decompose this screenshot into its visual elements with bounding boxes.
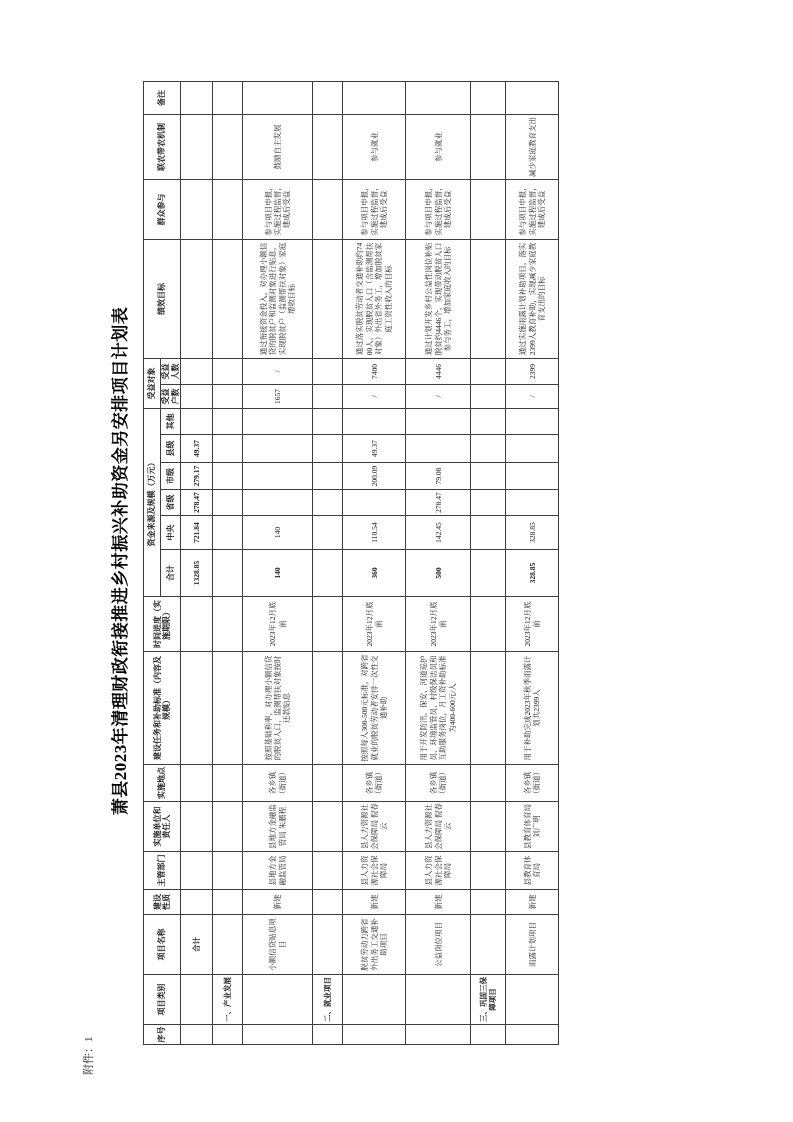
table-body [181,81,559,1044]
cell-1-people [213,358,243,384]
cell-6-num [471,1025,506,1045]
cell-4-linkage: 参与就业 [343,114,406,179]
cell-6-category: 三、巩固三保障项目 [471,975,506,1025]
cell-5-city: 79.08 [406,463,471,490]
cell-7-total: 328.85 [506,550,559,597]
header-province: 省级 [161,490,181,516]
cell-6-households [471,384,506,408]
cell-2-city [243,463,313,490]
cell-0-task [181,652,213,765]
cell-1-schedule [213,597,243,652]
cell-1-dept [213,852,243,890]
cell-1-remark [213,81,243,114]
cell-3-remark [313,81,343,114]
cell-2-performance: 通过衔接资金投入，对办理小额信贷的脱贫户和监测对象进行贴息，实现脱贫户（监测帮扶对象）家庭增收目标 [243,239,313,358]
cell-6-other [471,408,506,434]
header-city: 市级 [161,463,181,490]
cell-4-category [343,975,406,1025]
header-schedule: 时间进度（实施期限） [144,597,181,652]
header-total: 合计 [161,550,181,597]
table-row [181,81,213,1044]
cell-0-schedule [181,597,213,652]
cell-6-linkage [471,114,506,179]
cell-4-participation: 参与项目申报，实施过程监督，建成后受益 [343,179,406,239]
cell-4-city: 200.09 [343,463,406,490]
cell-3-total [313,550,343,597]
cell-1-participation [213,179,243,239]
cell-2-num [243,1025,313,1045]
cell-5-total: 500 [406,550,471,597]
cell-2-unit: 县地方金融监管局 朱鹏程 [243,802,313,852]
cell-0-num [181,1025,213,1045]
cell-4-name: 脱贫劳动力跨省外出务工交通补助项目 [343,915,406,975]
cell-7-location: 各乡镇（街道） [506,765,559,802]
cell-3-schedule [313,597,343,652]
cell-1-name [213,915,243,975]
cell-7-city [506,463,559,490]
cell-5-province: 278.47 [406,490,471,516]
cell-6-location [471,765,506,802]
cell-2-households: 1657 [243,384,313,408]
cell-0-unit [181,802,213,852]
cell-0-central: 721.84 [181,516,213,550]
header-location: 实施地点 [144,765,181,802]
header-dept: 主管部门 [144,852,181,890]
main-table [143,81,559,1045]
cell-4-other [343,408,406,434]
cell-6-schedule [471,597,506,652]
cell-6-county [471,435,506,463]
cell-1-other [213,408,243,434]
cell-0-remark [181,81,213,114]
table-row [471,81,506,1044]
cell-4-province [343,490,406,516]
cell-7-task: 用于补助完成2023年秋季雨露计划共2399人 [506,652,559,765]
cell-6-city [471,463,506,490]
cell-7-name: 雨露计划项目 [506,915,559,975]
cell-1-task [213,652,243,765]
cell-4-task: 按照每人300-500元标准，对跨省就业的脱贫劳动者安排一次性交通补助 [343,652,406,765]
cell-3-task [313,652,343,765]
cell-6-participation [471,179,506,239]
cell-6-people [471,358,506,384]
cell-4-county: 49.37 [343,435,406,463]
cell-6-dept [471,852,506,890]
cell-6-name [471,915,506,975]
cell-2-dept: 县地方金融监管局 [243,852,313,890]
cell-1-county [213,435,243,463]
cell-2-other [243,408,313,434]
cell-5-category [406,975,471,1025]
cell-2-people: / [243,358,313,384]
table-row [506,81,559,1044]
cell-4-people: 7400 [343,358,406,384]
cell-5-people: 4446 [406,358,471,384]
cell-5-central: 142.45 [406,516,471,550]
cell-5-linkage: 参与就业 [406,114,471,179]
header-linkage: 联农带农机制 [144,114,181,179]
cell-5-schedule: 2023年12月底前 [406,597,471,652]
header-category: 项目类别 [144,975,181,1025]
cell-6-total [471,550,506,597]
cell-1-households [213,384,243,408]
cell-0-category [181,975,213,1025]
cell-2-task: 按照基础利率，对办理小额信贷的脱贫人口、监测帮扶对象按时还款贴息 [243,652,313,765]
cell-1-province [213,490,243,516]
cell-0-people [181,358,213,384]
cell-6-task [471,652,506,765]
cell-6-unit [471,802,506,852]
table-row [343,81,406,1044]
cell-0-province: 278.47 [181,490,213,516]
header-group-funding: 资金来源及规模（万元） [144,408,161,596]
cell-3-county [313,435,343,463]
cell-2-location: 各乡镇（街道） [243,765,313,802]
cell-0-other [181,408,213,434]
cell-1-location [213,765,243,802]
cell-0-performance [181,239,213,358]
cell-7-county [506,435,559,463]
cell-0-households [181,384,213,408]
cell-4-central: 110.54 [343,516,406,550]
cell-2-total: 140 [243,550,313,597]
cell-5-remark [406,81,471,114]
cell-0-location [181,765,213,802]
cell-5-households: / [406,384,471,408]
cell-6-remark [471,81,506,114]
cell-4-num [343,1025,406,1045]
cell-6-central [471,516,506,550]
cell-5-num [406,1025,471,1045]
cell-2-linkage: 鼓励自主发展 [243,114,313,179]
cell-7-schedule: 2023年12月底前 [506,597,559,652]
cell-3-performance [313,239,343,358]
cell-7-other [506,408,559,434]
header-name: 项目名称 [144,915,181,975]
header-task: 建设任务和补助标准（内容及规模） [144,652,181,765]
cell-3-unit [313,802,343,852]
cell-7-nature: 新建 [506,890,559,915]
cell-0-nature [181,890,213,915]
cell-4-unit: 县人力资源社会保障局 倪春云 [343,802,406,852]
cell-4-total: 360 [343,550,406,597]
cell-1-total [213,550,243,597]
cell-6-province [471,490,506,516]
cell-7-people: 2399 [506,358,559,384]
table-row [243,81,313,1044]
cell-5-other [406,408,471,434]
cell-3-people [313,358,343,384]
cell-1-central [213,516,243,550]
cell-7-province [506,490,559,516]
header-remark: 备注 [144,81,181,114]
header-nature: 建设性质 [144,890,181,915]
cell-7-category [506,975,559,1025]
cell-7-dept: 县教育体育局 [506,852,559,890]
cell-4-performance: 通过落实脱贫劳动者交通补助约7400人，实现脱贫人口（含监测帮扶对象）外出省外务工，增加脱贫家庭工资性收入的目标 [343,239,406,358]
cell-5-unit: 县人力资源社会保障局 倪春云 [406,802,471,852]
cell-3-linkage [313,114,343,179]
cell-4-dept: 县人力资源社会保障局 [343,852,406,890]
cell-0-county: 49.37 [181,435,213,463]
cell-7-num [506,1025,559,1045]
header-other: 其他 [161,408,181,434]
cell-3-name [313,915,343,975]
cell-5-nature: 新建 [406,890,471,915]
cell-1-unit [213,802,243,852]
cell-2-participation: 参与项目申报，实施过程监督，建成后受益 [243,179,313,239]
cell-1-category: 一、产业发展 [213,975,243,1025]
cell-4-schedule: 2023年12月底前 [343,597,406,652]
cell-3-central [313,516,343,550]
table-row [406,81,471,1044]
cell-7-performance: 通过实施雨露计划补助项目，落实2399人教育补助，实现减少家庭教育支出的目标 [506,239,559,358]
cell-4-nature: 新建 [343,890,406,915]
cell-5-performance: 通过计划开发乡村公益性岗位补贴脱贫约4446个，实现带动脱贫人口参与务工，增加家庭收入的目标 [406,239,471,358]
document-title: 萧县2023年清理财政衔接推进乡村振兴补助资金另安排项目计划表 [111,306,130,816]
cell-5-location: 各乡镇（街道） [406,765,471,802]
cell-1-linkage [213,114,243,179]
table-header [144,81,181,1044]
cell-0-participation [181,179,213,239]
header-county: 县级 [161,435,181,463]
table-row [213,81,243,1044]
cell-2-nature: 新建 [243,890,313,915]
cell-2-county [243,435,313,463]
cell-3-households [313,384,343,408]
cell-5-county [406,435,471,463]
cell-3-province [313,490,343,516]
cell-5-task: 用于开发防汛、保安、河道巡护员、环境监管员、村级保洁员和互助服务岗位，月工资补助标准为400-600元/人 [406,652,471,765]
cell-2-name: 小额信贷贴息项目 [243,915,313,975]
cell-7-unit: 县教育体育局 刘广明 [506,802,559,852]
cell-3-city [313,463,343,490]
cell-4-remark [343,81,406,114]
cell-3-participation [313,179,343,239]
header-participation: 群众参与 [144,179,181,239]
cell-2-province [243,490,313,516]
cell-4-location: 各乡镇（街道） [343,765,406,802]
cell-5-participation: 参与项目申报，实施过程监督，建成后受益 [406,179,471,239]
cell-6-performance [471,239,506,358]
cell-3-nature [313,890,343,915]
cell-3-other [313,408,343,434]
header-num: 序号 [144,1025,181,1045]
cell-4-households: / [343,384,406,408]
header-performance: 绩效目标 [144,239,181,358]
header-unit: 实施单位和责任人 [144,802,181,852]
header-group-beneficiary: 受益对象 [144,358,161,408]
cell-1-num [213,1025,243,1045]
cell-3-location [313,765,343,802]
cell-7-participation: 参与项目申报，实施过程监督，建成后受益 [506,179,559,239]
cell-0-city: 279.17 [181,463,213,490]
cell-7-central: 328.85 [506,516,559,550]
cell-3-num [313,1025,343,1045]
cell-2-remark [243,81,313,114]
cell-0-name: 合计 [181,915,213,975]
cell-5-dept: 县人力资源社会保障局 [406,852,471,890]
cell-7-households: / [506,384,559,408]
cell-3-category: 二、就业项目 [313,975,343,1025]
attachment-label: 附件：1 [83,1036,95,1075]
header-people: 受益人数 [161,358,181,384]
header-households: 受益户数 [161,384,181,408]
cell-7-remark [506,81,559,114]
cell-5-name: 公益岗位项目 [406,915,471,975]
cell-2-central: 140 [243,516,313,550]
cell-2-schedule: 2023年12月底前 [243,597,313,652]
table-row [313,81,343,1044]
cell-1-nature [213,890,243,915]
cell-3-dept [313,852,343,890]
cell-1-city [213,463,243,490]
cell-2-category [243,975,313,1025]
cell-7-linkage: 减少家庭教育支出 [506,114,559,179]
header-central: 中央 [161,516,181,550]
cell-0-linkage [181,114,213,179]
cell-6-nature [471,890,506,915]
cell-1-performance [213,239,243,358]
cell-0-dept [181,852,213,890]
cell-0-total: 1328.85 [181,550,213,597]
